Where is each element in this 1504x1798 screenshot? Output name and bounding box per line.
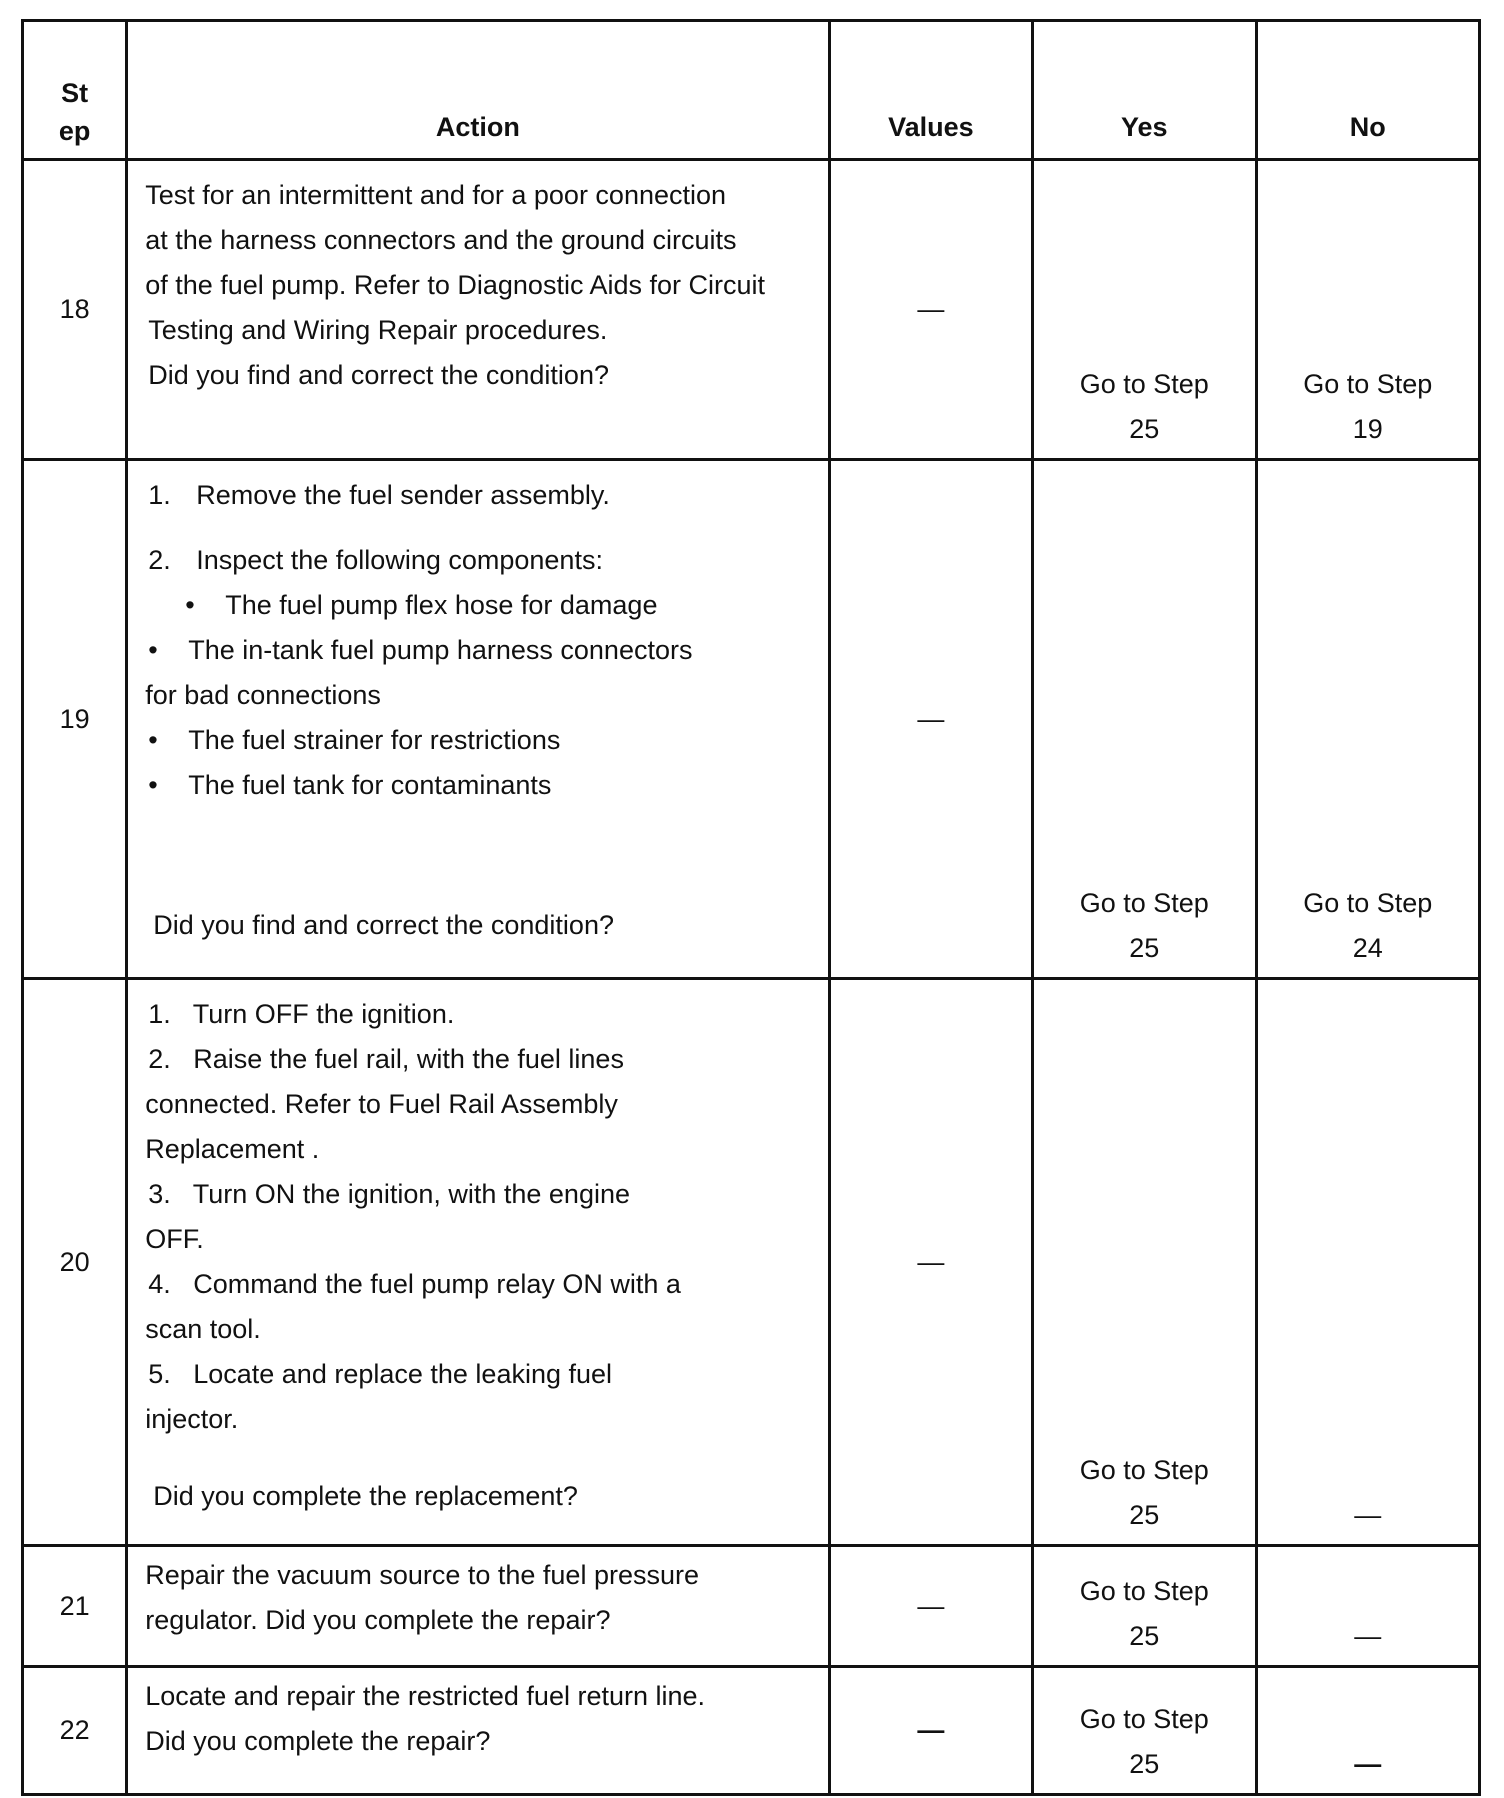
- yes-goto-label: Go to Step: [1079, 369, 1209, 399]
- yes-goto-label: Go to Step: [1079, 1576, 1209, 1606]
- action-line: Replacement .: [145, 1134, 320, 1164]
- no-goto-step: 19: [1352, 414, 1383, 444]
- bullet-item: • The fuel pump flex hose for damage: [185, 590, 658, 620]
- action-header: Action: [127, 21, 829, 160]
- action-cell: [127, 979, 829, 1546]
- no-cell: [1256, 979, 1480, 1546]
- values-cell: —: [829, 1546, 1032, 1667]
- bullet-continuation: for bad connections: [145, 680, 381, 710]
- yes-goto-step: 25: [1129, 933, 1160, 963]
- values-header: Values: [829, 21, 1032, 160]
- no-cell: [1256, 1667, 1480, 1795]
- no-value: —: [1354, 1749, 1382, 1779]
- step-row-18: [23, 160, 1480, 460]
- step-number: 21: [23, 1546, 127, 1667]
- action-line: Testing and Wiring Repair procedures.: [148, 315, 608, 345]
- yes-goto-step: 25: [1129, 1500, 1160, 1530]
- action-question: Did you find and correct the condition?: [148, 360, 609, 390]
- action-line: Locate and repair the restricted fuel return line.: [145, 1681, 706, 1711]
- step-row-20: [23, 979, 1480, 1546]
- no-header: No: [1256, 21, 1480, 160]
- action-question: Did you find and correct the condition?: [153, 910, 614, 940]
- action-line: 2. Raise the fuel rail, with the fuel lines: [148, 1044, 624, 1074]
- action-line: at the harness connectors and the ground circuits: [145, 225, 737, 255]
- yes-header: Yes: [1033, 21, 1256, 160]
- values-cell: —: [829, 1667, 1032, 1795]
- bullet-item: • The fuel tank for contaminants: [148, 770, 552, 800]
- yes-goto-step: 25: [1129, 1621, 1160, 1651]
- no-cell: [1256, 460, 1480, 979]
- values-cell: —: [829, 979, 1032, 1546]
- action-line: 5. Locate and replace the leaking fuel: [148, 1359, 613, 1389]
- step-row-19: [23, 460, 1480, 979]
- step-number: 22: [23, 1667, 127, 1795]
- action-line: injector.: [145, 1404, 239, 1434]
- no-goto-label: Go to Step: [1303, 369, 1433, 399]
- no-value: —: [1354, 1500, 1382, 1530]
- no-goto-step: 24: [1352, 933, 1383, 963]
- bullet-item: • The in-tank fuel pump harness connectors: [148, 635, 693, 665]
- action-line: OFF.: [145, 1224, 204, 1254]
- yes-cell: [1033, 460, 1256, 979]
- action-line: 1. Turn OFF the ignition.: [148, 999, 455, 1029]
- step-number: 19: [23, 460, 127, 979]
- action-cell: [127, 1546, 829, 1667]
- values-cell: —: [829, 460, 1032, 979]
- step-header: St ep: [23, 21, 127, 160]
- no-cell: [1256, 1546, 1480, 1667]
- action-cell: [127, 160, 829, 460]
- yes-cell: [1033, 979, 1256, 1546]
- action-line: scan tool.: [145, 1314, 261, 1344]
- yes-goto-step: 25: [1129, 414, 1160, 444]
- action-line: 4. Command the fuel pump relay ON with a: [148, 1269, 681, 1299]
- bullet-item: • The fuel strainer for restrictions: [148, 725, 561, 755]
- step-row-21: [23, 1546, 1480, 1667]
- action-line: Did you complete the repair?: [145, 1726, 491, 1756]
- yes-cell: [1033, 1667, 1256, 1795]
- no-cell: [1256, 160, 1480, 460]
- no-value: —: [1354, 1621, 1382, 1651]
- action-line: of the fuel pump. Refer to Diagnostic Aids for Circuit: [145, 270, 765, 300]
- numbered-item: 2. Inspect the following components:: [148, 545, 603, 575]
- yes-goto-label: Go to Step: [1079, 1704, 1209, 1734]
- step-number: 20: [23, 979, 127, 1546]
- action-cell: [127, 1667, 829, 1795]
- action-line: Test for an intermittent and for a poor connection: [145, 180, 727, 210]
- yes-goto-step: 25: [1129, 1749, 1160, 1779]
- action-question: Did you complete the replacement?: [153, 1481, 578, 1511]
- no-goto-label: Go to Step: [1303, 888, 1433, 918]
- action-line: Repair the vacuum source to the fuel pressure: [145, 1560, 699, 1590]
- action-cell: [127, 460, 829, 979]
- step-row-22: [23, 1667, 1480, 1795]
- action-line: regulator. Did you complete the repair?: [145, 1605, 611, 1635]
- yes-cell: [1033, 160, 1256, 460]
- yes-cell: [1033, 1546, 1256, 1667]
- action-line: 3. Turn ON the ignition, with the engine: [148, 1179, 630, 1209]
- numbered-item: 1. Remove the fuel sender assembly.: [148, 480, 610, 510]
- diagnostic-table: [21, 19, 1481, 1796]
- header-row: [23, 21, 1480, 160]
- yes-goto-label: Go to Step: [1079, 1455, 1209, 1485]
- values-cell: —: [829, 160, 1032, 460]
- yes-goto-label: Go to Step: [1079, 888, 1209, 918]
- step-number: 18: [23, 160, 127, 460]
- action-line: connected. Refer to Fuel Rail Assembly: [145, 1089, 618, 1119]
